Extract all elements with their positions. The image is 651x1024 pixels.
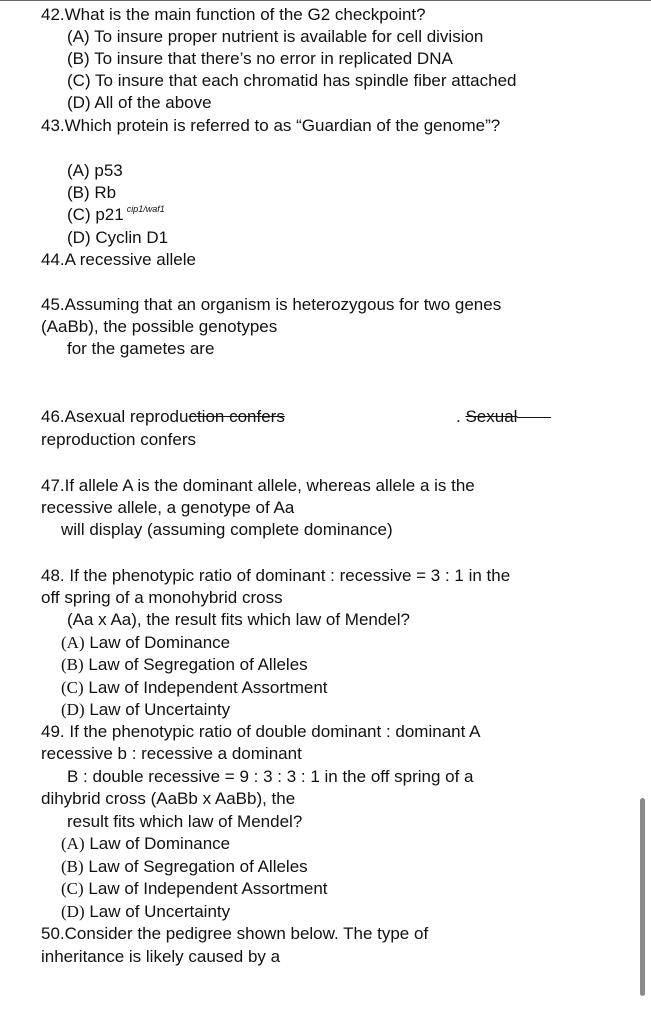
q48-option-c-text: Law of Independent Assortment	[88, 678, 328, 697]
q49-option-d-letter: (D)	[61, 902, 85, 921]
q46-dot: .	[456, 407, 466, 426]
q48-option-a-text: Law of Dominance	[89, 633, 231, 652]
q48-option-b-letter: (B)	[61, 655, 84, 674]
q43-option-c	[67, 204, 165, 226]
q46-struck-text: ction confers	[188, 407, 285, 426]
q48-line-3: (Aa x Aa), the result fits which law of Mendel?	[67, 610, 410, 629]
q46-blank-rule	[517, 417, 551, 418]
q49-option-d-text: Law of Uncertainty	[89, 902, 231, 921]
q43-option-d: (D) Cyclin D1	[67, 228, 169, 247]
q43-option-c-text: (C) p21	[67, 205, 124, 224]
q43-option-a: (A) p53	[67, 161, 123, 180]
q49-line-2: recessive b : recessive a dominant	[41, 744, 302, 763]
q50-line-1: 50.Consider the pedigree shown below. The type of	[41, 924, 429, 943]
q42-stem: 42.What is the main function of the G2 checkpoint?	[41, 5, 426, 24]
q42-option-c: (C) To insure that each chromatid has spindle fiber attached	[67, 71, 517, 90]
q45-line-2: (AaBb), the possible genotypes	[41, 317, 278, 336]
q48-option-a-letter: (A)	[61, 633, 85, 652]
q42-option-b: (B) To insure that there’s no error in replicated DNA	[67, 49, 453, 68]
q49-option-a	[61, 833, 230, 855]
q49-option-a-letter: (A)	[61, 834, 85, 853]
q48-option-b-text: Law of Segregation of Alleles	[88, 655, 308, 674]
q46-line-1-left	[41, 406, 285, 428]
q49-option-d	[61, 901, 230, 923]
q45-line-1: 45.Assuming that an organism is heterozygous for two genes	[41, 295, 502, 314]
q43-option-b: (B) Rb	[67, 183, 117, 202]
q49-option-b-text: Law of Segregation of Alleles	[88, 857, 308, 876]
q47-line-2: recessive allele, a genotype of Aa	[41, 498, 295, 517]
vertical-scrollbar[interactable]	[640, 798, 645, 996]
q46-line-2: reproduction confers	[41, 430, 196, 449]
q49-line-3: B : double recessive = 9 : 3 : 3 : 1 in the off spring of a	[67, 767, 474, 786]
q48-option-a	[61, 632, 230, 654]
q42-option-d: (D) All of the above	[67, 93, 212, 112]
q43-option-c-superscript: cip1/waf1	[126, 204, 165, 214]
q49-option-a-text: Law of Dominance	[89, 834, 231, 853]
q48-option-c	[61, 677, 328, 699]
q47-line-1: 47.If allele A is the dominant allele, whereas allele a is the	[41, 476, 475, 495]
q49-option-b	[61, 856, 308, 878]
q49-line-4: dihybrid cross (AaBb x AaBb), the	[41, 789, 296, 808]
q45-line-3: for the gametes are	[67, 339, 215, 358]
q49-line-1: 49. If the phenotypic ratio of double dominant : dominant A	[41, 722, 481, 741]
q48-option-c-letter: (C)	[61, 678, 84, 697]
q48-line-1: 48. If the phenotypic ratio of dominant : recessive = 3 : 1 in the	[41, 566, 511, 585]
q47-line-3: will display (assuming complete dominance)	[61, 520, 393, 539]
q48-option-d-letter: (D)	[61, 700, 85, 719]
top-divider	[0, 0, 651, 1]
q48-option-d	[61, 699, 230, 721]
q49-line-5: result fits which law of Mendel?	[67, 812, 303, 831]
q48-line-2: off spring of a monohybrid cross	[41, 588, 283, 607]
q50-line-2: inheritance is likely caused by a	[41, 947, 281, 966]
q46-text: 46.Asexual reprodu	[41, 407, 189, 426]
q49-option-c-letter: (C)	[61, 879, 84, 898]
q46-struck-sexual: Sexual	[465, 407, 518, 426]
q49-option-c	[61, 878, 328, 900]
q44-stem: 44.A recessive allele	[41, 250, 196, 269]
q49-option-c-text: Law of Independent Assortment	[88, 879, 328, 898]
q43-stem: 43.Which protein is referred to as “Guardian of the genome”?	[41, 116, 501, 135]
q48-option-d-text: Law of Uncertainty	[89, 700, 231, 719]
q42-option-a: (A) To insure proper nutrient is available for cell division	[67, 27, 484, 46]
q46-line-1-right	[456, 406, 551, 428]
q48-option-b	[61, 654, 308, 676]
q49-option-b-letter: (B)	[61, 857, 84, 876]
